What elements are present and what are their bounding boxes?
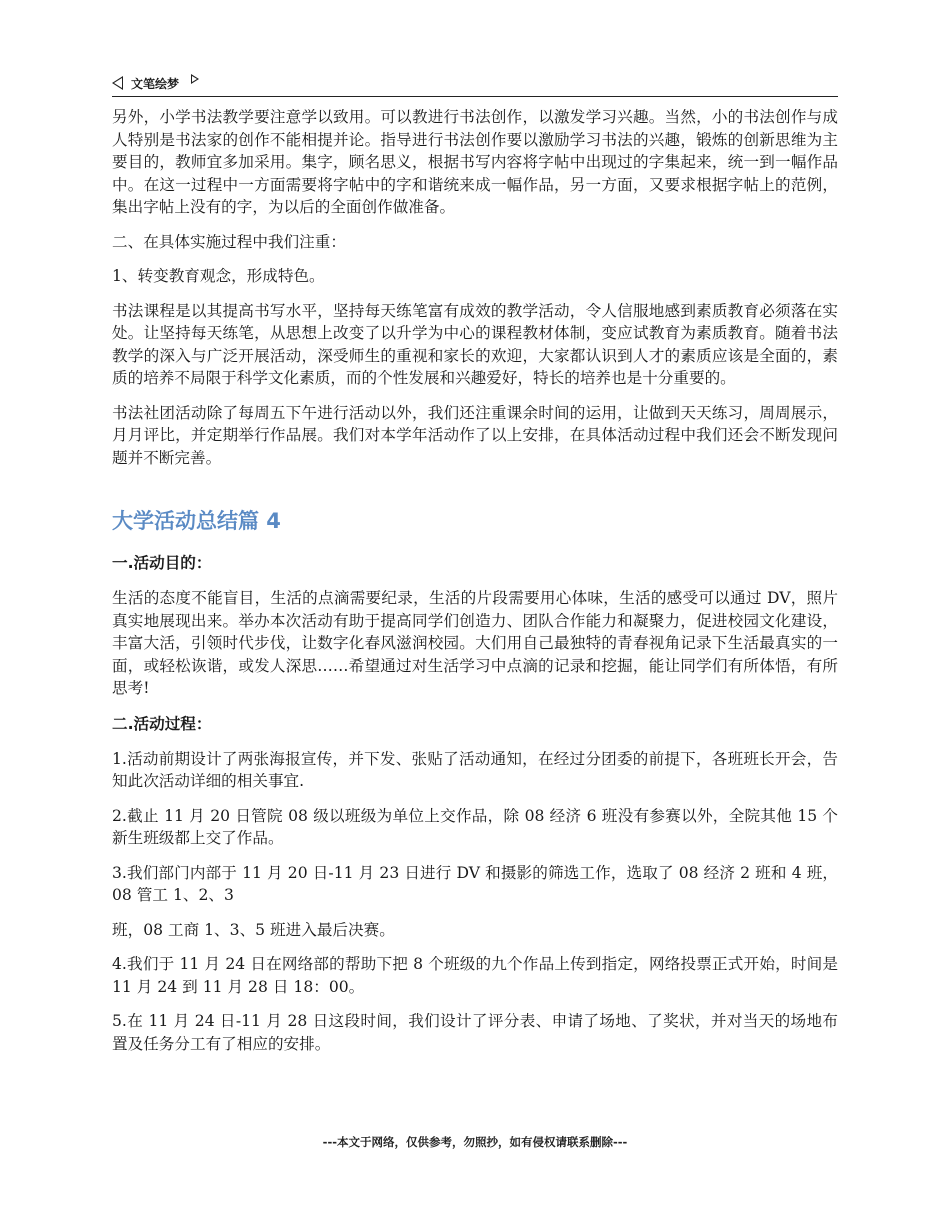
- process-item: 班，08 工商 1、3、5 班进入最后决赛。: [112, 920, 395, 939]
- process-item: 1.活动前期设计了两张海报宣传，并下发、张贴了活动通知，在经过分团委的前提下，各班班长开会，告知此次活动详细的相关事宜.: [112, 749, 838, 790]
- paragraph: 书法社团活动除了每周五下午进行活动以外，我们还注重课余时间的运用，让做到天天练习，周周展示，月月评比，并定期举行作品展。我们对本学年活动作了以上安排，在具体活动过程中我们还会不断发现问题并不断完善。: [112, 403, 838, 467]
- paragraph: 二、在具体实施过程中我们注重：: [112, 232, 346, 251]
- process-item: 5.在 11 月 24 日-11 月 28 日这段时间，我们设计了评分表、申请了场地、了奖状，并对当天的场地布置及任务分工有了相应的安排。: [112, 1012, 838, 1053]
- header-title: 文笔绘梦: [131, 76, 180, 91]
- purpose-heading: 一.活动目的：: [112, 554, 212, 572]
- process-heading: 二.活动过程：: [112, 714, 212, 733]
- paragraph: 另外，小学书法教学要注意学以致用。可以教进行书法创作，以激发学习兴趣。当然，小的书法创作与成人特别是书法家的创作不能相提并论。指导进行书法创作要以激励学习书法的兴趣，锻炼的创新思维为主要目的，教师宜多加采用。集字，顾名思义，根据书写内容将字帖中出现过的字集起来，统一到一幅作品中。在这一过程中一方面需要将字帖中的字和谐统来成一幅作品，另一方面，又要求根据字帖上的范例，集出字帖上没有的字，为以后的全面创作做准备。: [112, 108, 838, 216]
- paragraph: 1、转变教育观念，形成特色。: [112, 267, 325, 285]
- purpose-paragraph: 生活的态度不能盲目，生活的点滴需要纪录，生活的片段需要用心体味，生活的感受可以通过 DV，照片真实地展现出来。举办本次活动有助于提高同学们创造力、团队合作能力和凝聚力，促进校园文化建设，丰富大活，引领时代步伐，让数字化春风滋润校园。大们用自己最独特的青春视角记录下生活最真实的一面，或轻松诙谐，或发人深思……希望通过对生活学习中点滴的记录和挖掘，能让同学们有所体悟，有所思考!: [112, 589, 838, 697]
- paragraph: 书法课程是以其提高书写水平，坚持每天练笔富有成效的教学活动，令人信服地感到素质教育必须落在实处。让坚持每天练笔，从思想上改变了以升学为中心的课程教材体制，变应试教育为素质教育。随着书法教学的深入与广泛开展活动，深受师生的重视和家长的欢迎，大家都认识到人才的素质应该是全面的，素质的培养不局限于科学文化素质，而的个性发展和兴趣爱好，特长的培养也是十分重要的。: [112, 301, 838, 387]
- triangle-left-icon: [112, 76, 123, 90]
- document-body: [112, 106, 838, 1067]
- process-item: 4.我们于 11 月 24 日在网络部的帮助下把 8 个班级的九个作品上传到指定，网络投票正式开始，时间是 11 月 24 到 11 月 28 日 18：00。: [112, 955, 838, 996]
- process-item: 3.我们部门内部于 11 月 20 日-11 月 23 日进行 DV 和摄影的筛选工作，选取了 08 经济 2 班和 4 班，08 管工 1、2、3: [112, 863, 838, 904]
- process-item: 2.截止 11 月 20 日管院 08 级以班级为单位上交作品，除 08 经济 6 班没有参赛以外，全院其他 15 个新生班级都上交了作品。: [112, 806, 838, 847]
- page-footer: ---本文于网络，仅供参考，勿照抄，如有侵权请联系删除---: [322, 1135, 628, 1149]
- section-title: 大学活动总结篇 4: [112, 509, 281, 533]
- triangle-right-icon: [191, 74, 199, 84]
- page-header: [112, 70, 838, 97]
